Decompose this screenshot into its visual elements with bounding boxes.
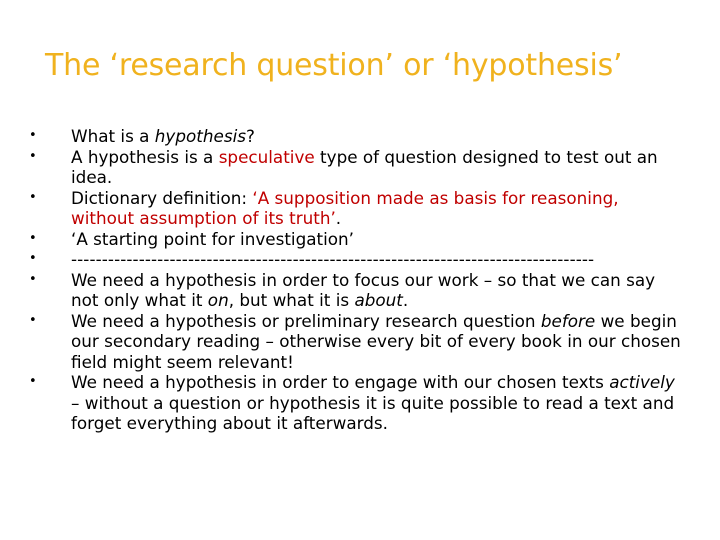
bullet-text: – without a question or hypothesis it is quite possible to read a text and forget everything about it afterwards. xyxy=(71,392,675,433)
bullet-icon: • xyxy=(29,251,37,266)
bullet-text: We need a hypothesis in order to focus our work – so that we can say not only what it xyxy=(71,269,656,310)
bullet-emphasis: about xyxy=(354,290,403,310)
bullet-text: A hypothesis is a xyxy=(71,146,219,167)
bullet-quote: ‘A supposition made as basis for reasoning, without assumption of its truth’ xyxy=(71,187,619,228)
bullet-list xyxy=(24,126,684,434)
list-item xyxy=(24,147,684,188)
bullet-text: What is a xyxy=(71,126,155,146)
slide-title: The ‘research question’ or ‘hypothesis’ xyxy=(45,48,623,83)
bullet-icon: • xyxy=(29,312,37,328)
bullet-text: Dictionary definition: xyxy=(71,187,253,208)
bullet-emphasis: on xyxy=(207,290,229,310)
bullet-text: . xyxy=(335,208,342,228)
bullet-icon: • xyxy=(29,230,37,246)
bullet-emphasis: hypothesis xyxy=(154,126,246,146)
list-item xyxy=(24,126,684,147)
bullet-text: ? xyxy=(245,126,255,146)
list-item xyxy=(24,372,684,434)
list-item xyxy=(24,249,684,270)
bullet-icon: • xyxy=(29,148,37,164)
bullet-text: type of question designed to test out an idea. xyxy=(71,146,658,187)
list-item xyxy=(24,311,684,373)
bullet-text: We need a hypothesis or preliminary research question xyxy=(71,310,541,331)
bullet-text: . xyxy=(402,290,409,310)
bullet-icon: • xyxy=(29,271,37,287)
bullet-emphasis: speculative xyxy=(218,146,315,167)
bullet-text: we begin our secondary reading – otherwise every bit of every book in our chosen field might seem relevant! xyxy=(71,310,681,372)
bullet-emphasis: before xyxy=(540,310,596,331)
bullet-emphasis: actively xyxy=(609,372,675,392)
bullet-text: ‘A starting point for investigation’ xyxy=(71,228,355,249)
bullet-icon: • xyxy=(29,374,37,389)
bullet-text: We need a hypothesis in order to engage with our chosen texts xyxy=(71,372,610,392)
bullet-icon: • xyxy=(29,189,37,205)
bullet-icon: • xyxy=(29,128,37,143)
list-item xyxy=(24,188,684,229)
list-item xyxy=(24,229,684,250)
list-item xyxy=(24,270,684,311)
bullet-text: , but what it is xyxy=(228,290,355,310)
dashed-separator: ------------------------------------------------------------------------------------- xyxy=(71,249,595,269)
